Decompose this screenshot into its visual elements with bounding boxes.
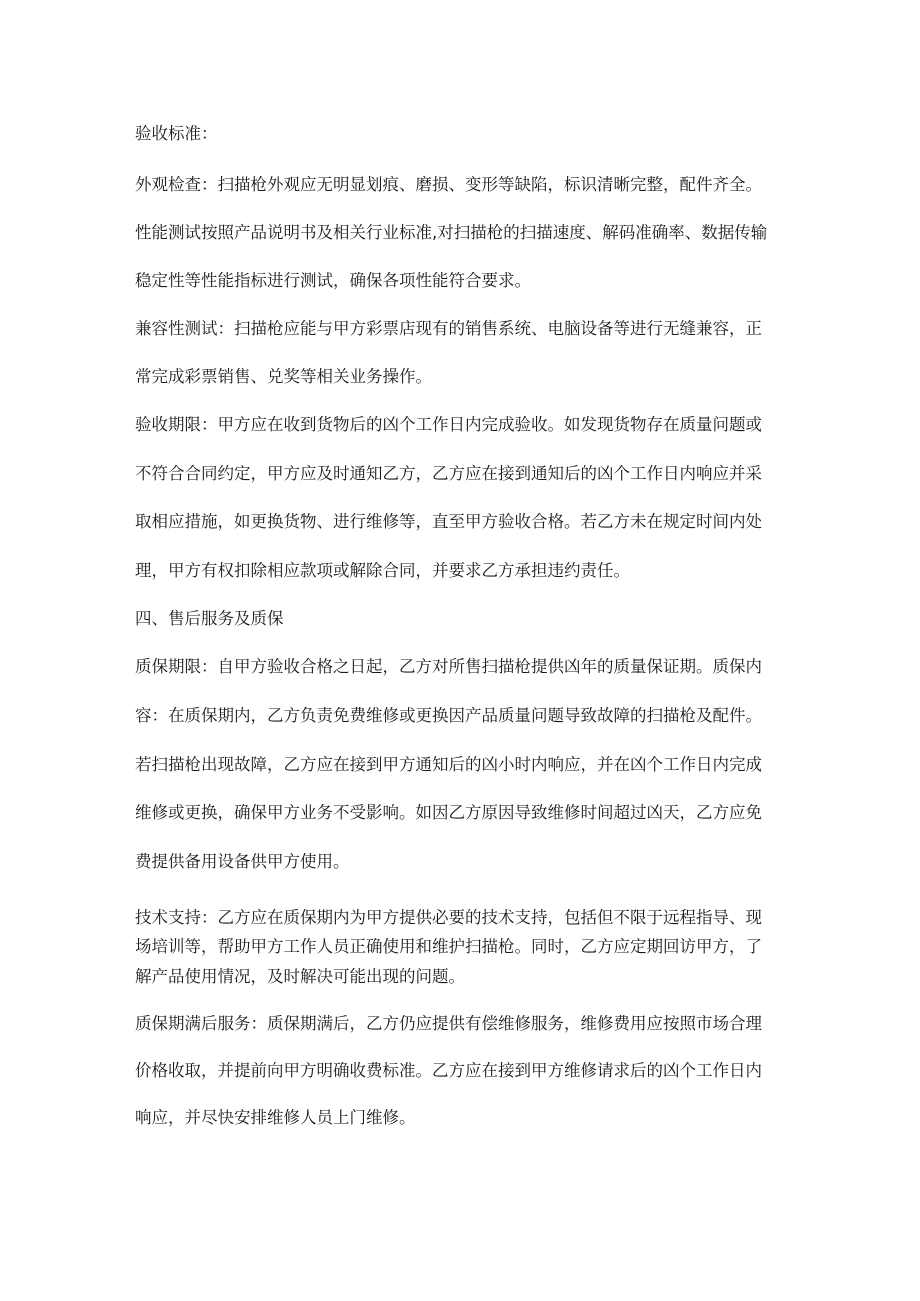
warranty-period-line-1: 质保期限：自甲方验收合格之日起，乙方对所售扫描枪提供凶年的质量保证期。质保内	[135, 657, 762, 676]
post-warranty-service-line-3: 响应，并尽快安排维修人员上门维修。	[135, 1108, 416, 1127]
technical-support-line-2: 场培训等，帮助甲方工作人员正确使用和维护扫描枪。同时，乙方应定期回访甲方，了	[135, 937, 762, 956]
section-four-heading: 四、售后服务及质保	[135, 609, 284, 628]
appearance-check-line-1: 外观检查：扫描枪外观应无明显划痕、磨损、变形等缺陷，标识清晰完整，配件齐全。	[135, 175, 762, 194]
performance-test-line-2: 稳定性等性能指标进行测试，确保各项性能符合要求。	[135, 271, 531, 290]
warranty-period-line-2: 容：在质保期内，乙方负责免费维修或更换因产品质量问题导致故障的扫描枪及配件。	[135, 706, 762, 725]
post-warranty-service-line-1: 质保期满后服务：质保期满后，乙方仍应提供有偿维修服务，维修费用应按照市场合理	[135, 1014, 762, 1033]
technical-support-line-3: 解产品使用情况，及时解决可能出现的问题。	[135, 967, 465, 986]
acceptance-standard-heading: 验收标准：	[135, 124, 218, 143]
acceptance-period-line-1: 验收期限：甲方应在收到货物后的凶个工作日内完成验收。如发现货物存在质量问题或	[135, 415, 762, 434]
performance-test-line-1: 性能测试按照产品说明书及相关行业标准,对扫描枪的扫描速度、解码准确率、数据传输	[135, 223, 768, 242]
technical-support-line-1: 技术支持：乙方应在质保期内为甲方提供必要的技术支持，包括但不限于远程指导、现	[135, 908, 762, 927]
acceptance-period-line-3: 取相应措施，如更换货物、进行维修等，直至甲方验收合格。若乙方未在规定时间内处	[135, 512, 762, 531]
acceptance-period-line-2: 不符合合同约定，甲方应及时通知乙方，乙方应在接到通知后的凶个工作日内响应并采	[135, 464, 762, 483]
compatibility-test-line-2: 常完成彩票销售、兑奖等相关业务操作。	[135, 367, 432, 386]
acceptance-period-line-4: 理，甲方有权扣除相应款项或解除合同，并要求乙方承担违约责任。	[135, 561, 630, 580]
post-warranty-service-line-2: 价格收取，并提前向甲方明确收费标准。乙方应在接到甲方维修请求后的凶个工作日内	[135, 1061, 762, 1080]
warranty-period-line-3: 若扫描枪出现故障，乙方应在接到甲方通知后的凶小时内响应，并在凶个工作日内完成	[135, 755, 762, 774]
warranty-period-line-4: 维修或更换，确保甲方业务不受影响。如因乙方原因导致维修时间超过凶天，乙方应免	[135, 803, 762, 822]
compatibility-test-line-1: 兼容性测试：扫描枪应能与甲方彩票店现有的销售系统、电脑设备等进行无缝兼容，正	[135, 319, 762, 338]
warranty-period-line-5: 费提供备用设备供甲方使用。	[135, 852, 350, 871]
